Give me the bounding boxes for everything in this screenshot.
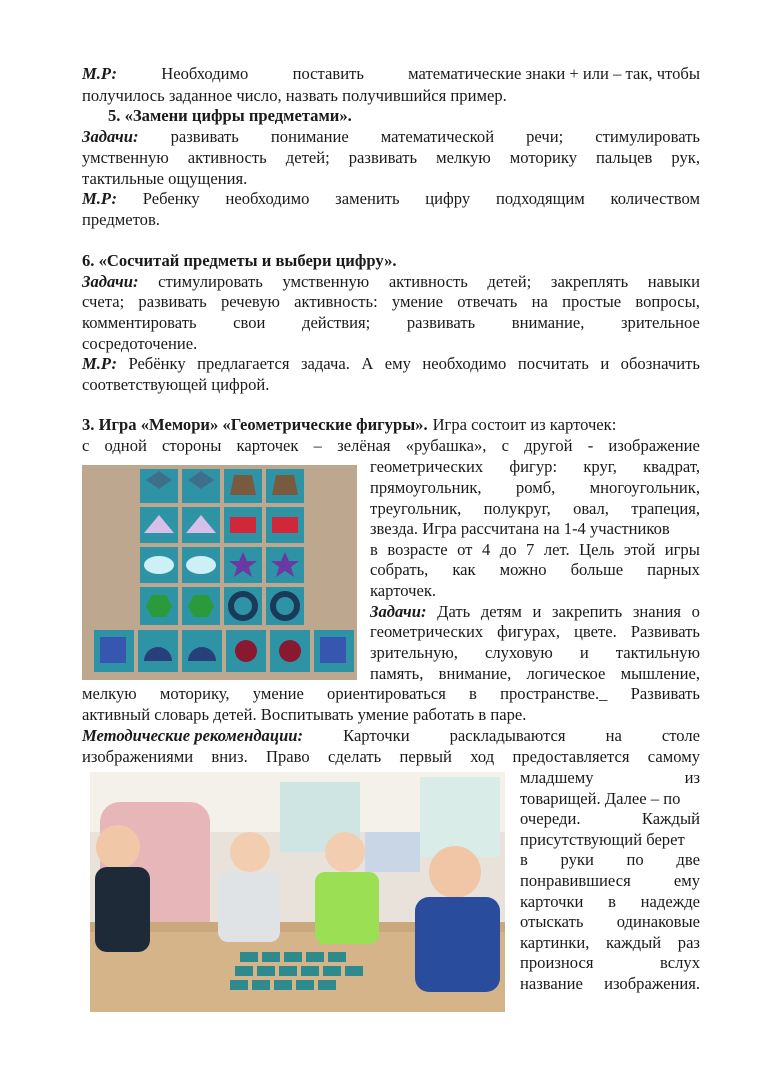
word: собрать, <box>370 560 429 579</box>
word: умственную <box>282 272 370 291</box>
text-line <box>370 602 700 623</box>
memory-cards-photo <box>82 465 357 680</box>
word: по <box>626 850 644 869</box>
word: – <box>313 436 322 455</box>
word: Дать <box>437 602 471 621</box>
word: и <box>532 602 542 621</box>
word: из <box>684 768 700 787</box>
text-line <box>520 830 700 851</box>
word: возрасте <box>387 540 448 559</box>
word: первый <box>399 747 452 766</box>
emphasis-word: 3. Игра «Мемори» «Геометрические фигуры». <box>82 415 428 434</box>
word: детей; <box>487 272 532 291</box>
emphasis-word: Задачи: <box>82 272 139 291</box>
emphasis-word: 5. «Замени цифры предметами». <box>108 106 352 125</box>
word: «рубашка», <box>405 436 487 455</box>
word: квадрат, <box>643 457 700 476</box>
text-line <box>82 169 700 190</box>
word: активность <box>388 272 468 291</box>
word: в <box>469 684 477 703</box>
word: отыскать <box>520 912 584 931</box>
word: ромб, <box>515 478 556 497</box>
text-line <box>82 189 700 210</box>
word: о <box>691 602 700 621</box>
text-line <box>520 953 700 974</box>
word: ему <box>384 354 411 373</box>
word: количеством <box>610 189 700 208</box>
word: развивать <box>138 292 207 311</box>
text-line <box>370 499 700 520</box>
word: - <box>587 436 594 455</box>
word: умение <box>391 292 443 311</box>
word: две <box>676 850 700 869</box>
text-line <box>82 334 700 355</box>
text-line <box>82 747 700 768</box>
word: раз <box>677 933 700 952</box>
word: в <box>370 540 378 559</box>
word: игры <box>664 540 700 559</box>
text-line <box>82 106 726 127</box>
emphasis-word: М.Р: <box>82 354 117 373</box>
word: сделать <box>328 747 382 766</box>
word: тактильные ощущения. <box>82 169 248 188</box>
text-line <box>520 933 700 954</box>
word: Ребенку <box>142 189 200 208</box>
word: Развивать <box>630 684 700 703</box>
word: трапеция, <box>631 499 700 518</box>
word: ход <box>470 747 495 766</box>
word: моторику, <box>159 684 230 703</box>
word: карточек <box>236 436 299 455</box>
word: Каждый <box>641 809 700 828</box>
word: вслух <box>660 953 700 972</box>
word: вниз. <box>211 747 248 766</box>
word: изображениями <box>82 747 194 766</box>
word: цифру <box>425 189 471 208</box>
word: картинки, <box>520 933 590 952</box>
emphasis-word: Задачи: <box>370 602 427 621</box>
word: заменить <box>335 189 400 208</box>
word: обозначить <box>620 354 700 373</box>
word: необходимо <box>422 354 507 373</box>
word: фигурах, <box>497 622 560 641</box>
text-line <box>520 892 700 913</box>
word: внимание, <box>511 313 585 332</box>
word: 4 <box>481 540 491 559</box>
word: каждый <box>606 933 662 952</box>
word: зрительную, <box>370 643 458 662</box>
word: внимание, <box>438 664 512 683</box>
word: одинаковые <box>616 912 700 931</box>
word: понравившиеся <box>520 871 631 890</box>
text-line <box>82 272 700 293</box>
word: подходящим <box>495 189 585 208</box>
emphasis-word: М.Р: <box>82 189 117 208</box>
text-line <box>82 210 700 231</box>
word: очереди. <box>520 809 581 828</box>
word: с <box>82 436 90 455</box>
word: больше <box>570 560 624 579</box>
word: в <box>520 850 528 869</box>
emphasis-word: Задачи: <box>82 127 139 146</box>
word: свои <box>233 313 266 332</box>
word: рук, <box>671 148 700 167</box>
word: Право <box>266 747 310 766</box>
text-line <box>82 127 700 148</box>
word: сосредоточение. <box>82 334 198 353</box>
word: ориентироваться <box>327 684 446 703</box>
text-line <box>370 622 700 643</box>
text-line <box>370 664 700 685</box>
text-line <box>82 705 700 726</box>
word: звезда. Игра рассчитана на 1-4 участников <box>370 519 670 538</box>
word: овал, <box>573 499 609 518</box>
word: тактильную <box>615 643 700 662</box>
text-line <box>82 313 700 334</box>
text-line <box>520 871 700 892</box>
word: Развивать <box>630 622 700 641</box>
word: соответствующей цифрой. <box>82 375 270 394</box>
word: закрепить <box>551 602 623 621</box>
word: мелкую <box>82 684 137 703</box>
word: речи; <box>526 127 564 146</box>
word: произнося <box>520 953 594 972</box>
text-line <box>82 64 700 85</box>
word: прямоугольник, <box>370 478 482 497</box>
word: фигур: <box>509 457 558 476</box>
word: задача. <box>300 354 350 373</box>
text-line <box>82 415 700 436</box>
word: Цель <box>579 540 615 559</box>
word: многоугольник, <box>589 478 700 497</box>
word: стимулировать <box>595 127 700 146</box>
word: детям <box>480 602 522 621</box>
word: Игра состоит из карточек: <box>432 415 617 434</box>
word: зрительное <box>620 313 700 332</box>
word: Ребёнку <box>128 354 186 373</box>
word: карточки <box>520 892 584 911</box>
word: умственную <box>82 148 169 167</box>
word: с <box>501 436 509 455</box>
text-line <box>520 789 700 810</box>
text-line <box>370 560 700 581</box>
word: как <box>452 560 476 579</box>
text-line <box>520 850 700 871</box>
text-line <box>82 354 700 375</box>
word: активность: <box>294 292 378 311</box>
text-line <box>82 726 700 747</box>
word: изображения. <box>604 974 700 993</box>
word: предлагается <box>197 354 290 373</box>
word: в <box>608 892 616 911</box>
word: этой <box>623 540 656 559</box>
word: предметов. <box>82 210 160 229</box>
word: зелёная <box>337 436 391 455</box>
word: активность <box>187 148 267 167</box>
word: самому <box>647 747 700 766</box>
word: стимулировать <box>158 272 263 291</box>
word: А <box>361 354 374 373</box>
word: парных <box>647 560 700 579</box>
word: мелкую <box>436 148 491 167</box>
word: круг, <box>583 457 617 476</box>
word: до <box>499 540 517 559</box>
word: карточек. <box>370 581 437 600</box>
text-line <box>82 86 700 107</box>
word: 7 <box>526 540 535 559</box>
word: треугольник, <box>370 499 462 518</box>
word: название <box>520 974 583 993</box>
word: от <box>457 540 473 559</box>
text-line <box>82 436 700 457</box>
word: столе <box>661 726 700 745</box>
text-line <box>82 684 700 705</box>
word: лет. <box>543 540 570 559</box>
word: предоставляется <box>512 747 630 766</box>
word: отвечать <box>457 292 518 311</box>
word: простые <box>562 292 622 311</box>
word: умение <box>252 684 304 703</box>
word: полукруг, <box>483 499 551 518</box>
word: математической <box>380 127 495 146</box>
word: детей; <box>285 148 330 167</box>
text-line <box>520 974 700 995</box>
word: пространстве._ <box>500 684 608 703</box>
word: математические знаки + или – так, чтобы <box>408 64 700 83</box>
text-line <box>520 912 700 933</box>
emphasis-word: 6. «Сосчитай предметы и выбери цифру». <box>82 251 397 270</box>
word: действия; <box>302 313 371 332</box>
word: посчитать <box>517 354 589 373</box>
word: мышление, <box>620 664 700 683</box>
emphasis-word: Методические рекомендации: <box>82 726 304 745</box>
word: логическое <box>526 664 606 683</box>
word: и <box>600 354 610 373</box>
word: счета; <box>82 292 125 311</box>
word: развивать <box>170 127 239 146</box>
children-playing-photo <box>90 772 505 1012</box>
word: на <box>605 726 622 745</box>
word: вопросы, <box>635 292 700 311</box>
word: другой <box>524 436 573 455</box>
word: одной <box>104 436 147 455</box>
word: раскладываются <box>449 726 566 745</box>
text-line <box>520 768 700 789</box>
word: геометрических <box>370 622 484 641</box>
word: понимание <box>270 127 349 146</box>
word: можно <box>499 560 547 579</box>
word: младшему <box>520 768 594 787</box>
word: товарищей. Далее – по <box>520 789 681 808</box>
word: развивать <box>406 313 476 332</box>
text-line <box>82 375 700 396</box>
word: речевую <box>220 292 280 311</box>
text-line <box>370 581 700 602</box>
word: присутствующий берет <box>520 830 685 849</box>
text-line <box>520 809 700 830</box>
text-line <box>370 540 700 561</box>
emphasis-word: М.Р: <box>82 64 117 83</box>
word: моторику <box>509 148 577 167</box>
word: комментировать <box>82 313 197 332</box>
word: руки <box>560 850 594 869</box>
word: надежде <box>640 892 700 911</box>
word: стороны <box>162 436 222 455</box>
word: необходимо <box>225 189 310 208</box>
word: Необходимо <box>161 64 249 83</box>
word: знания <box>632 602 682 621</box>
text-line <box>370 457 700 478</box>
text-line <box>370 519 700 540</box>
word: на <box>531 292 548 311</box>
text-line <box>370 478 700 499</box>
word: геометрических <box>370 457 484 476</box>
word: ему <box>673 871 700 890</box>
word: память, <box>370 664 424 683</box>
word: активный словарь детей. Воспитывать умение работать в паре. <box>82 705 527 724</box>
text-line <box>82 148 700 169</box>
word: поставить <box>292 64 364 83</box>
text-line <box>82 292 700 313</box>
text-line <box>82 251 700 272</box>
word: пальцев <box>596 148 653 167</box>
word: и <box>579 643 589 662</box>
text-line <box>370 643 700 664</box>
word: закреплять <box>550 272 629 291</box>
word: изображение <box>608 436 700 455</box>
word: развивать <box>348 148 418 167</box>
word: получилось заданное число, назвать получившийся пример. <box>82 86 507 105</box>
word: слуховую <box>484 643 553 662</box>
word: Карточки <box>343 726 410 745</box>
word: навыки <box>647 272 700 291</box>
word: цвете. <box>573 622 617 641</box>
